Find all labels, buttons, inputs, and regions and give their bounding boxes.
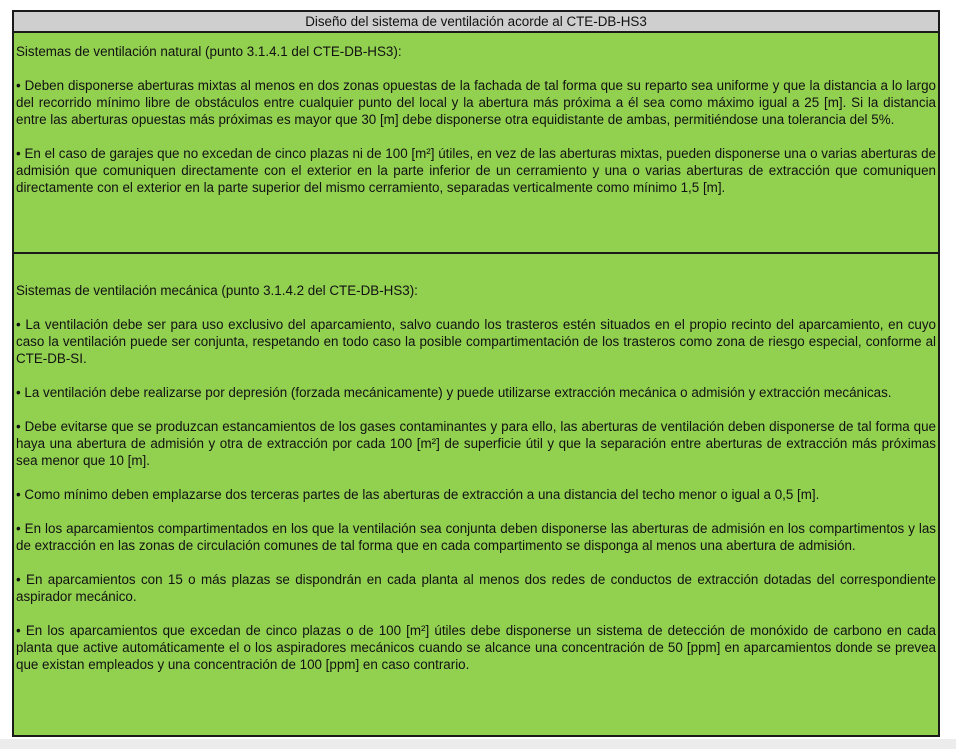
mechanical-item-5: • En los aparcamientos compartimentados en los que la ventilación sea conjunta deben disponerse las aberturas de admisión en los compartimentos y las de extracción en las zonas de circulación comunes de tal forma que en cada compartimento se disponga al menos una abertura de admisión. bbox=[16, 521, 936, 553]
natural-ventilation-heading: Sistemas de ventilación natural (punto 3.1.4.1 del CTE-DB-HS3): bbox=[16, 44, 402, 59]
mechanical-item-6: • En aparcamientos con 15 o más plazas se dispondrán en cada planta al menos dos redes de conductos de extracción dotadas del correspondiente aspirador mecánico. bbox=[16, 572, 936, 604]
mechanical-item-3: • Debe evitarse que se produzcan estancamientos de los gases contaminantes y para ello, las aberturas de ventilación deben disponerse de tal forma que haya una abertura de admisión y otra de extracción por cada 100 [m²] de superficie útil y que la separación entre aberturas de extracción más próximas sea menor que 10 [m]. bbox=[16, 419, 936, 468]
table-title: Diseño del sistema de ventilación acorde al CTE-DB-HS3 bbox=[14, 12, 938, 33]
mechanical-ventilation-heading: Sistemas de ventilación mecánica (punto 3.1.4.2 del CTE-DB-HS3): bbox=[16, 283, 418, 298]
natural-item-1: • Deben disponerse aberturas mixtas al menos en dos zonas opuestas de la fachada de tal forma que su reparto sea uniforme y que la distancia a lo largo del recorrido mínimo libre de obstáculos entre cualquier punto del local y la abertura más próxima a él sea como máximo igual a 25 [m]. Si la distancia entre las aberturas opuestas más próximas es mayor que 30 [m] debe disponerse otra equidistante de ambas, permitiéndose una tolerancia del 5%. bbox=[16, 78, 936, 127]
ventilation-table bbox=[12, 10, 940, 737]
bottom-margin bbox=[0, 739, 956, 749]
mechanical-item-4: • Como mínimo deben emplazarse dos terceras partes de las aberturas de extracción a una distancia del techo menor o igual a 0,5 [m]. bbox=[16, 487, 820, 502]
mechanical-ventilation-section bbox=[14, 254, 938, 735]
mechanical-item-2: • La ventilación debe realizarse por depresión (forzada mecánicamente) y puede utilizarse extracción mecánica o admisión y extracción mecánicas. bbox=[16, 385, 892, 400]
natural-item-2: • En el caso de garajes que no excedan de cinco plazas ni de 100 [m²] útiles, en vez de las aberturas mixtas, pueden disponerse una o varias aberturas de admisión que comuniquen directamente con el exterior en la parte inferior de un cerramiento y una o varias aberturas de extracción que comuniquen directamente con el exterior en la parte superior del mismo cerramiento, separadas verticalmente como mínimo 1,5 [m]. bbox=[16, 146, 936, 195]
natural-ventilation-section bbox=[14, 33, 938, 254]
mechanical-item-1: • La ventilación debe ser para uso exclusivo del aparcamiento, salvo cuando los trasteros estén situados en el propio recinto del aparcamiento, en cuyo caso la ventilación puede ser conjunta, respetando en todo caso la posible compartimentación de los trasteros como zona de riesgo especial, conforme al CTE-DB-SI. bbox=[16, 317, 936, 366]
mechanical-item-7: • En los aparcamientos que excedan de cinco plazas o de 100 [m²] útiles debe disponerse un sistema de detección de monóxido de carbono en cada planta que active automáticamente el o los aspiradores mecánicos cuando se alcance una concentración de 50 [ppm] en aparcamientos donde se prevea que existan empleados y una concentración de 100 [ppm] en caso contrario. bbox=[16, 623, 936, 672]
